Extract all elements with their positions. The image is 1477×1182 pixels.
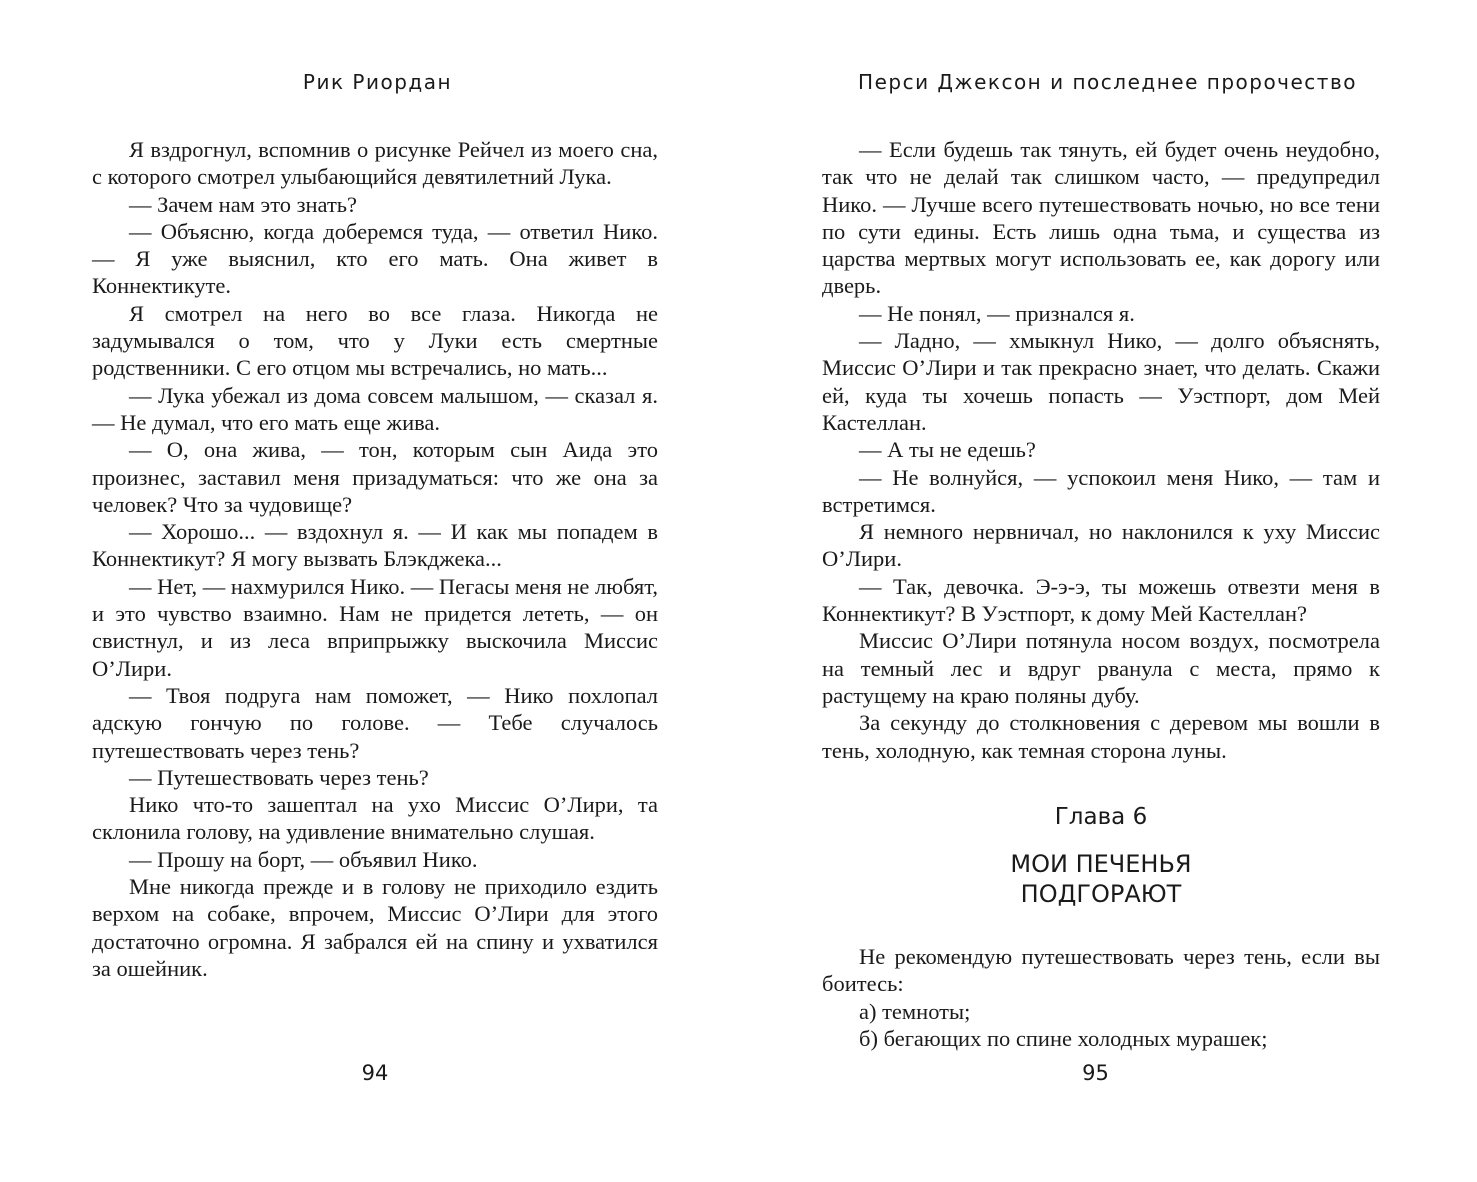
running-head-author: Рик Риордан: [302, 70, 453, 94]
left-page-body: [92, 136, 658, 982]
page-number-right: 95: [1082, 1061, 1109, 1085]
paragraph: б) бегающих по спине холодных мурашек;: [859, 1026, 1268, 1052]
paragraph: — Объясню, когда доберемся туда, — ответил Нико. — Я уже выяснил, кто его мать. Она живет в Коннектикуте.: [92, 218, 658, 299]
paragraph: а) темноты;: [859, 998, 971, 1024]
paragraph: Я вздрогнул, вспомнив о рисунке Рейчел из моего сна, с которого смотрел улыбающийся девятилетний Лука.: [92, 137, 658, 190]
chapter-number: Глава 6: [1054, 803, 1148, 830]
paragraph: Мне никогда прежде и в голову не приходило ездить верхом на собаке, впрочем, Миссис О’Лири для этого достаточно огромна. Я забрался ей на спину и ухватился за ошейник.: [92, 874, 658, 981]
paragraph: За секунду до столкновения с деревом мы вошли в тень, холодную, как темная сторона луны.: [822, 710, 1380, 763]
page-number-left: 94: [361, 1061, 389, 1085]
paragraph: Миссис О’Лири потянула носом воздух, посмотрела на темный лес и вдруг рванула с места, прямо к растущему на краю поляны дубу.: [822, 628, 1380, 708]
paragraph: Не рекомендую путешествовать через тень, если вы боитесь:: [822, 944, 1380, 997]
paragraph: — Не понял, — признался я.: [859, 300, 1135, 326]
paragraph: Я немного нервничал, но наклонился к уху Миссис О’Лири.: [822, 519, 1380, 572]
paragraph: — Лука убежал из дома совсем малышом, — сказал я. — Не думал, что его мать еще жива.: [92, 382, 658, 435]
paragraph: — Не волнуйся, — успокоил меня Нико, — там и встретимся.: [822, 464, 1380, 517]
paragraph: — Ладно, — хмыкнул Нико, — долго объяснять, Миссис О’Лири и так прекрасно знает, что делать. Скажи ей, куда ты хочешь попасть — Уэстпорт, дом Мей Кастеллан.: [822, 328, 1380, 435]
running-head-book-title: Перси Джексон и последнее пророчество: [858, 70, 1357, 94]
paragraph: — Зачем нам это знать?: [129, 191, 358, 217]
paragraph: — Так, девочка. Э-э-э, ты можешь отвезти меня в Коннектикут? В Уэстпорт, к дому Мей Кастеллан?: [822, 573, 1380, 627]
paragraph: — Если будешь так тянуть, ей будет очень неудобно, так что не делай так слишком часто, — предупредил Нико. — Лучше всего путешествовать ночью, но все тени по сути едины. Есть лишь одна тьма, и существа из царства мертвых могут использовать ее, как дорогу или дверь.: [822, 137, 1380, 299]
paragraph: — Нет, — нахмурился Нико. — Пегасы меня не любят, и это чувство взаимно. Нам не придется лететь, — он свистнул, и из леса вприпрыжку выскочила Миссис О’Лири.: [92, 573, 658, 681]
right-page: [738, 0, 1477, 1182]
paragraph: — Твоя подруга нам поможет, — Нико похлопал адскую гончую по голове. — Тебе случалось путешествовать через тень?: [92, 682, 658, 763]
paragraph: — Прошу на борт, — объявил Нико.: [129, 846, 478, 872]
right-page-body: [822, 136, 1380, 1052]
paragraph: Нико что-то зашептал на ухо Миссис О’Лири, та склонила голову, на удивление внимательно слушая.: [92, 792, 658, 845]
paragraph: — Хорошо... — вздохнул я. — И как мы попадем в Коннектикут? Я могу вызвать Блэкджека...: [92, 519, 658, 572]
paragraph: Я смотрел на него во все глаза. Никогда не задумывался о том, что у Луки есть смертные родственники. С его отцом мы встречались, но мать...: [92, 300, 658, 381]
paragraph: — О, она жива, — тон, которым сын Аида это произнес, заставил меня призадуматься: что же она за человек? Что за чудовище?: [92, 437, 658, 517]
paragraph: — Путешествовать через тень?: [129, 764, 429, 790]
chapter-title: МОИ ПЕЧЕНЬЯ ПОДГОРАЮТ: [1010, 850, 1192, 909]
paragraph: — А ты не едешь?: [859, 437, 1036, 463]
left-page: [0, 0, 738, 1182]
